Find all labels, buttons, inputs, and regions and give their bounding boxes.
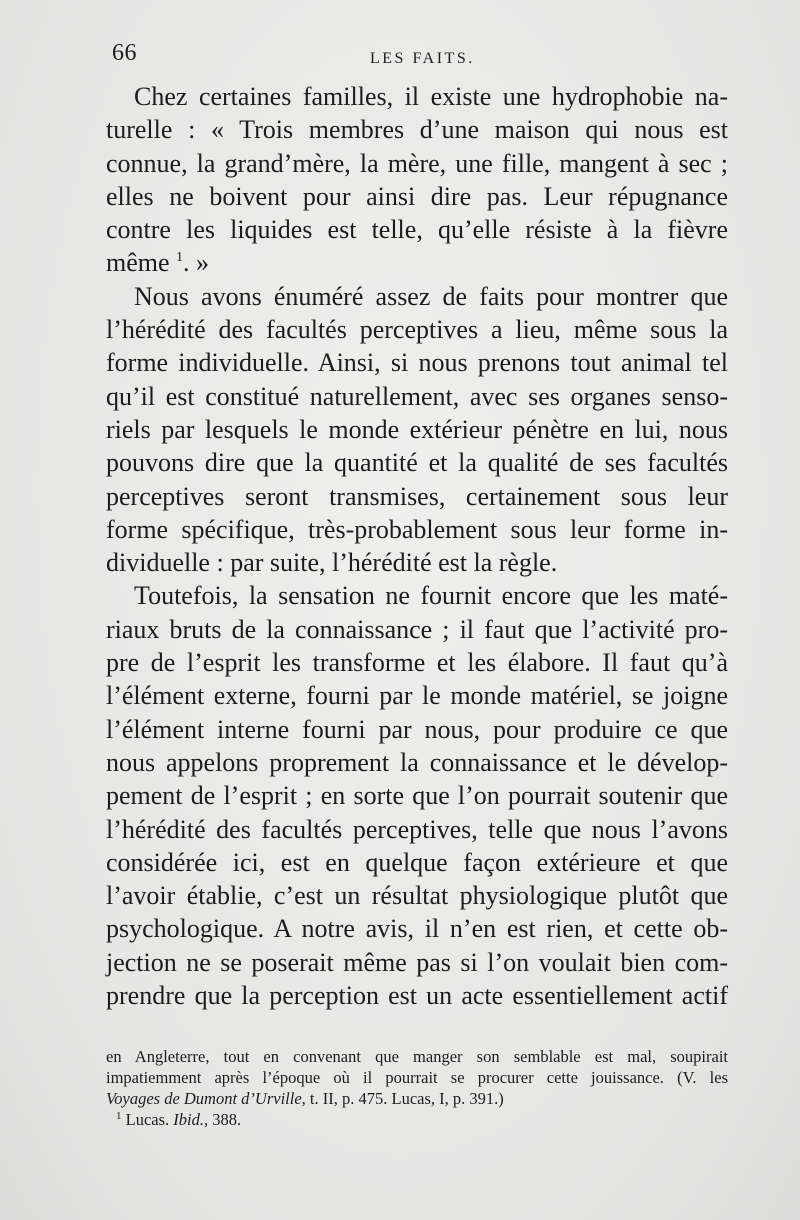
text-fragment: 388. [208,1110,242,1129]
text-fragment: t. II, p. 475. Lucas, I, p. 391.) [305,1089,504,1108]
text-line: l’élément externe, fourni par le monde matériel, se joigne [106,681,728,711]
page-header [108,40,728,76]
text-line: prendre que la perception est un acte essentiellement actif [106,981,728,1011]
text-line: forme spécifique, très-probablement sous leur forme in- [106,514,728,544]
text-line: pement de l’esprit ; en sorte que l’on pourrait soutenir que [106,781,728,811]
text-line: nous appelons proprement la connaissance et le dévelop- [106,747,728,777]
text-line: Toutefois, la sensation ne fournit encore que les maté- [134,581,728,611]
text-line: qu’il est constitué naturellement, avec ses organes senso- [106,381,728,411]
footnote-marker: 1 [116,1110,122,1122]
citation-abbrev: Ibid., [173,1110,209,1129]
text-line: contre les liquides est telle, qu’elle résiste à la fièvre [106,215,728,245]
footnote-line: impatiemment après l’époque où il pourrait se procurer cette jouissance. (V. les [106,1068,728,1087]
text-line: riaux bruts de la connaissance ; il faut que l’activité pro- [106,614,728,644]
text-line: Nous avons énuméré assez de faits pour montrer que [134,281,728,311]
text-line: psychologique. A notre avis, il n’en est rien, et cette ob- [106,914,728,944]
text-line: l’avoir établie, c’est un résultat physiologique plutôt que [106,881,728,911]
text-line: l’hérédité des facultés perceptives, telle que nous l’avons [106,814,728,844]
page-number: 66 [112,40,137,66]
footnotes [106,1046,728,1130]
footnote [106,1109,728,1130]
text-line: jection ne se poserait même pas si l’on voulait bien com- [106,947,728,977]
text-line: dividuelle : par suite, l’hérédité est la règle. [106,548,558,578]
text-line: forme individuelle. Ainsi, si nous prenons tout animal tel [106,348,728,378]
text-fragment: même [106,248,170,278]
text-line: perceptives seront transmises, certainement sous leur [106,481,728,511]
footnote-line: en Angleterre, tout en convenant que manger son semblable est mal, soupirait [106,1047,728,1066]
book-title: Voyages de Dumont d’Urville, [106,1089,306,1108]
running-head: LES FAITS. [370,50,475,67]
footnote-line [106,1088,728,1109]
text-line: considérée ici, est en quelque façon extérieure et que [106,847,728,877]
text-line: l’hérédité des facultés perceptives a lieu, même sous la [106,315,728,345]
text-line [106,246,728,279]
main-text [106,80,728,1012]
text-line: riels par lesquels le monde extérieur pénètre en lui, nous [106,414,728,444]
text-line: Chez certaines familles, il existe une hydrophobie na- [134,82,728,111]
text-line: pouvons dire que la quantité et la qualité de ses facultés [106,448,728,478]
footnote-reference: 1 [176,250,184,266]
text-fragment: Lucas. [121,1110,174,1129]
text-line: connue, la grand’mère, la mère, une fille, mangent à sec ; [106,148,728,178]
text-line: pre de l’esprit les transforme et les élabore. Il faut qu’à [106,648,728,678]
text-line: elles ne boivent pour ainsi dire pas. Leur répugnance [106,181,728,211]
text-line: l’élément interne fourni par nous, pour produire ce que [106,714,728,744]
text-line: turelle : « Trois membres d’une maison qui nous est [106,115,728,145]
text-fragment: . » [183,248,210,278]
